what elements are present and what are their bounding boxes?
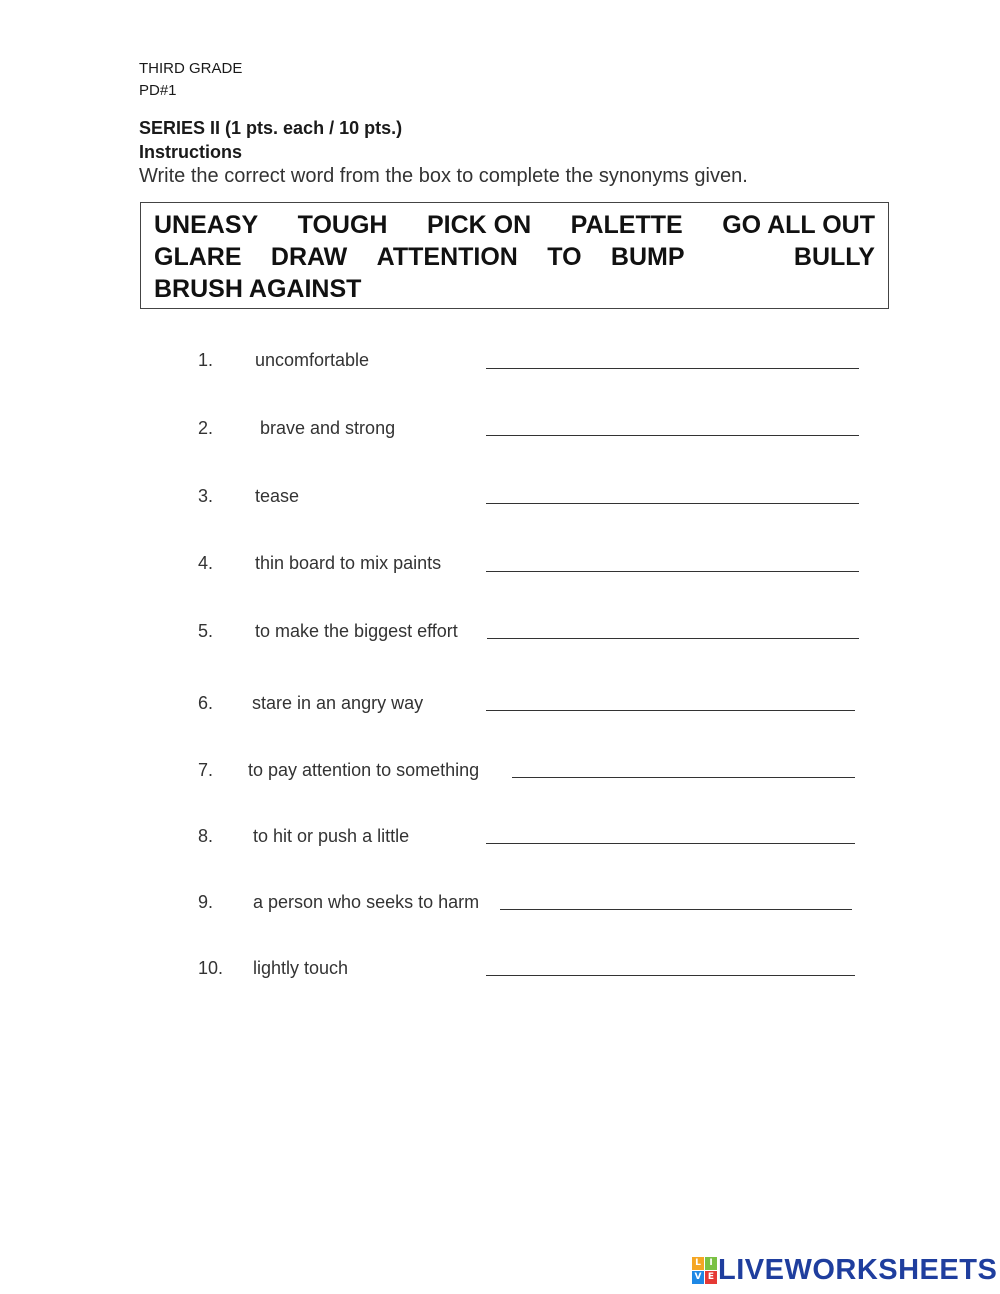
word-tough: TOUGH — [297, 211, 388, 239]
series-title: SERIES II (1 pts. each / 10 pts.) — [139, 118, 403, 138]
word-bank-row-3 — [154, 273, 875, 305]
logo-mark-i: I — [705, 1257, 717, 1270]
word-glare: GLARE — [154, 243, 242, 271]
word-bank-row-1 — [154, 209, 875, 241]
answer-line-6[interactable] — [486, 710, 855, 711]
question-number: 4. — [198, 553, 214, 573]
grade-label: THIRD GRADE — [139, 60, 243, 77]
word-bank-box — [140, 202, 889, 309]
answer-line-10[interactable] — [486, 975, 855, 976]
word-to: TO — [547, 243, 582, 271]
question-number: 3. — [198, 486, 214, 506]
pd-code: PD#1 — [139, 82, 177, 99]
question-number: 6. — [198, 693, 214, 713]
word-bank-row-2 — [154, 241, 875, 273]
word-brush-against: BRUSH AGAINST — [154, 275, 362, 303]
question-prompt: to make the biggest effort — [255, 621, 458, 641]
question-number: 9. — [198, 892, 214, 912]
question-prompt: brave and strong — [260, 418, 396, 438]
question-number: 7. — [198, 760, 214, 780]
question-prompt: to hit or push a little — [253, 826, 410, 846]
answer-line-3[interactable] — [486, 503, 859, 504]
logo-text: LIVEWORKSHEETS — [718, 1253, 998, 1286]
word-uneasy: UNEASY — [154, 211, 259, 239]
question-prompt: a person who seeks to harm — [253, 892, 480, 912]
question-prompt: to pay attention to something — [248, 760, 480, 780]
answer-line-2[interactable] — [486, 435, 859, 436]
word-attention: ATTENTION — [376, 243, 518, 271]
answer-line-4[interactable] — [486, 571, 859, 572]
word-go-all-out: GO ALL OUT — [722, 211, 875, 239]
question-prompt: lightly touch — [253, 958, 349, 978]
word-palette: PALETTE — [570, 211, 683, 239]
word-draw: DRAW — [270, 243, 348, 271]
answer-line-7[interactable] — [512, 777, 855, 778]
answer-line-8[interactable] — [486, 843, 855, 844]
logo-mark-l: L — [692, 1257, 704, 1270]
question-number: 10. — [198, 958, 224, 978]
question-number: 5. — [198, 621, 214, 641]
question-number: 8. — [198, 826, 214, 846]
word-bump: BUMP — [610, 243, 685, 271]
instructions-text: Write the correct word from the box to complete the synonyms given. — [139, 165, 748, 187]
word-bully: BULLY — [793, 243, 875, 271]
answer-line-1[interactable] — [486, 368, 859, 369]
instructions-label: Instructions — [139, 142, 243, 162]
logo-mark-e: E — [705, 1271, 717, 1284]
question-number: 1. — [198, 350, 214, 370]
answer-line-5[interactable] — [487, 638, 859, 639]
question-number: 2. — [198, 418, 214, 438]
liveworksheets-logo — [692, 1254, 997, 1286]
answer-line-9[interactable] — [500, 909, 852, 910]
question-prompt: thin board to mix paints — [255, 553, 442, 573]
liveworksheets-logo-icon — [692, 1257, 716, 1283]
logo-mark-v: V — [692, 1271, 704, 1284]
question-prompt: stare in an angry way — [252, 693, 424, 713]
question-prompt: tease — [255, 486, 300, 506]
word-pick-on: PICK ON — [426, 211, 532, 239]
question-prompt: uncomfortable — [255, 350, 370, 370]
